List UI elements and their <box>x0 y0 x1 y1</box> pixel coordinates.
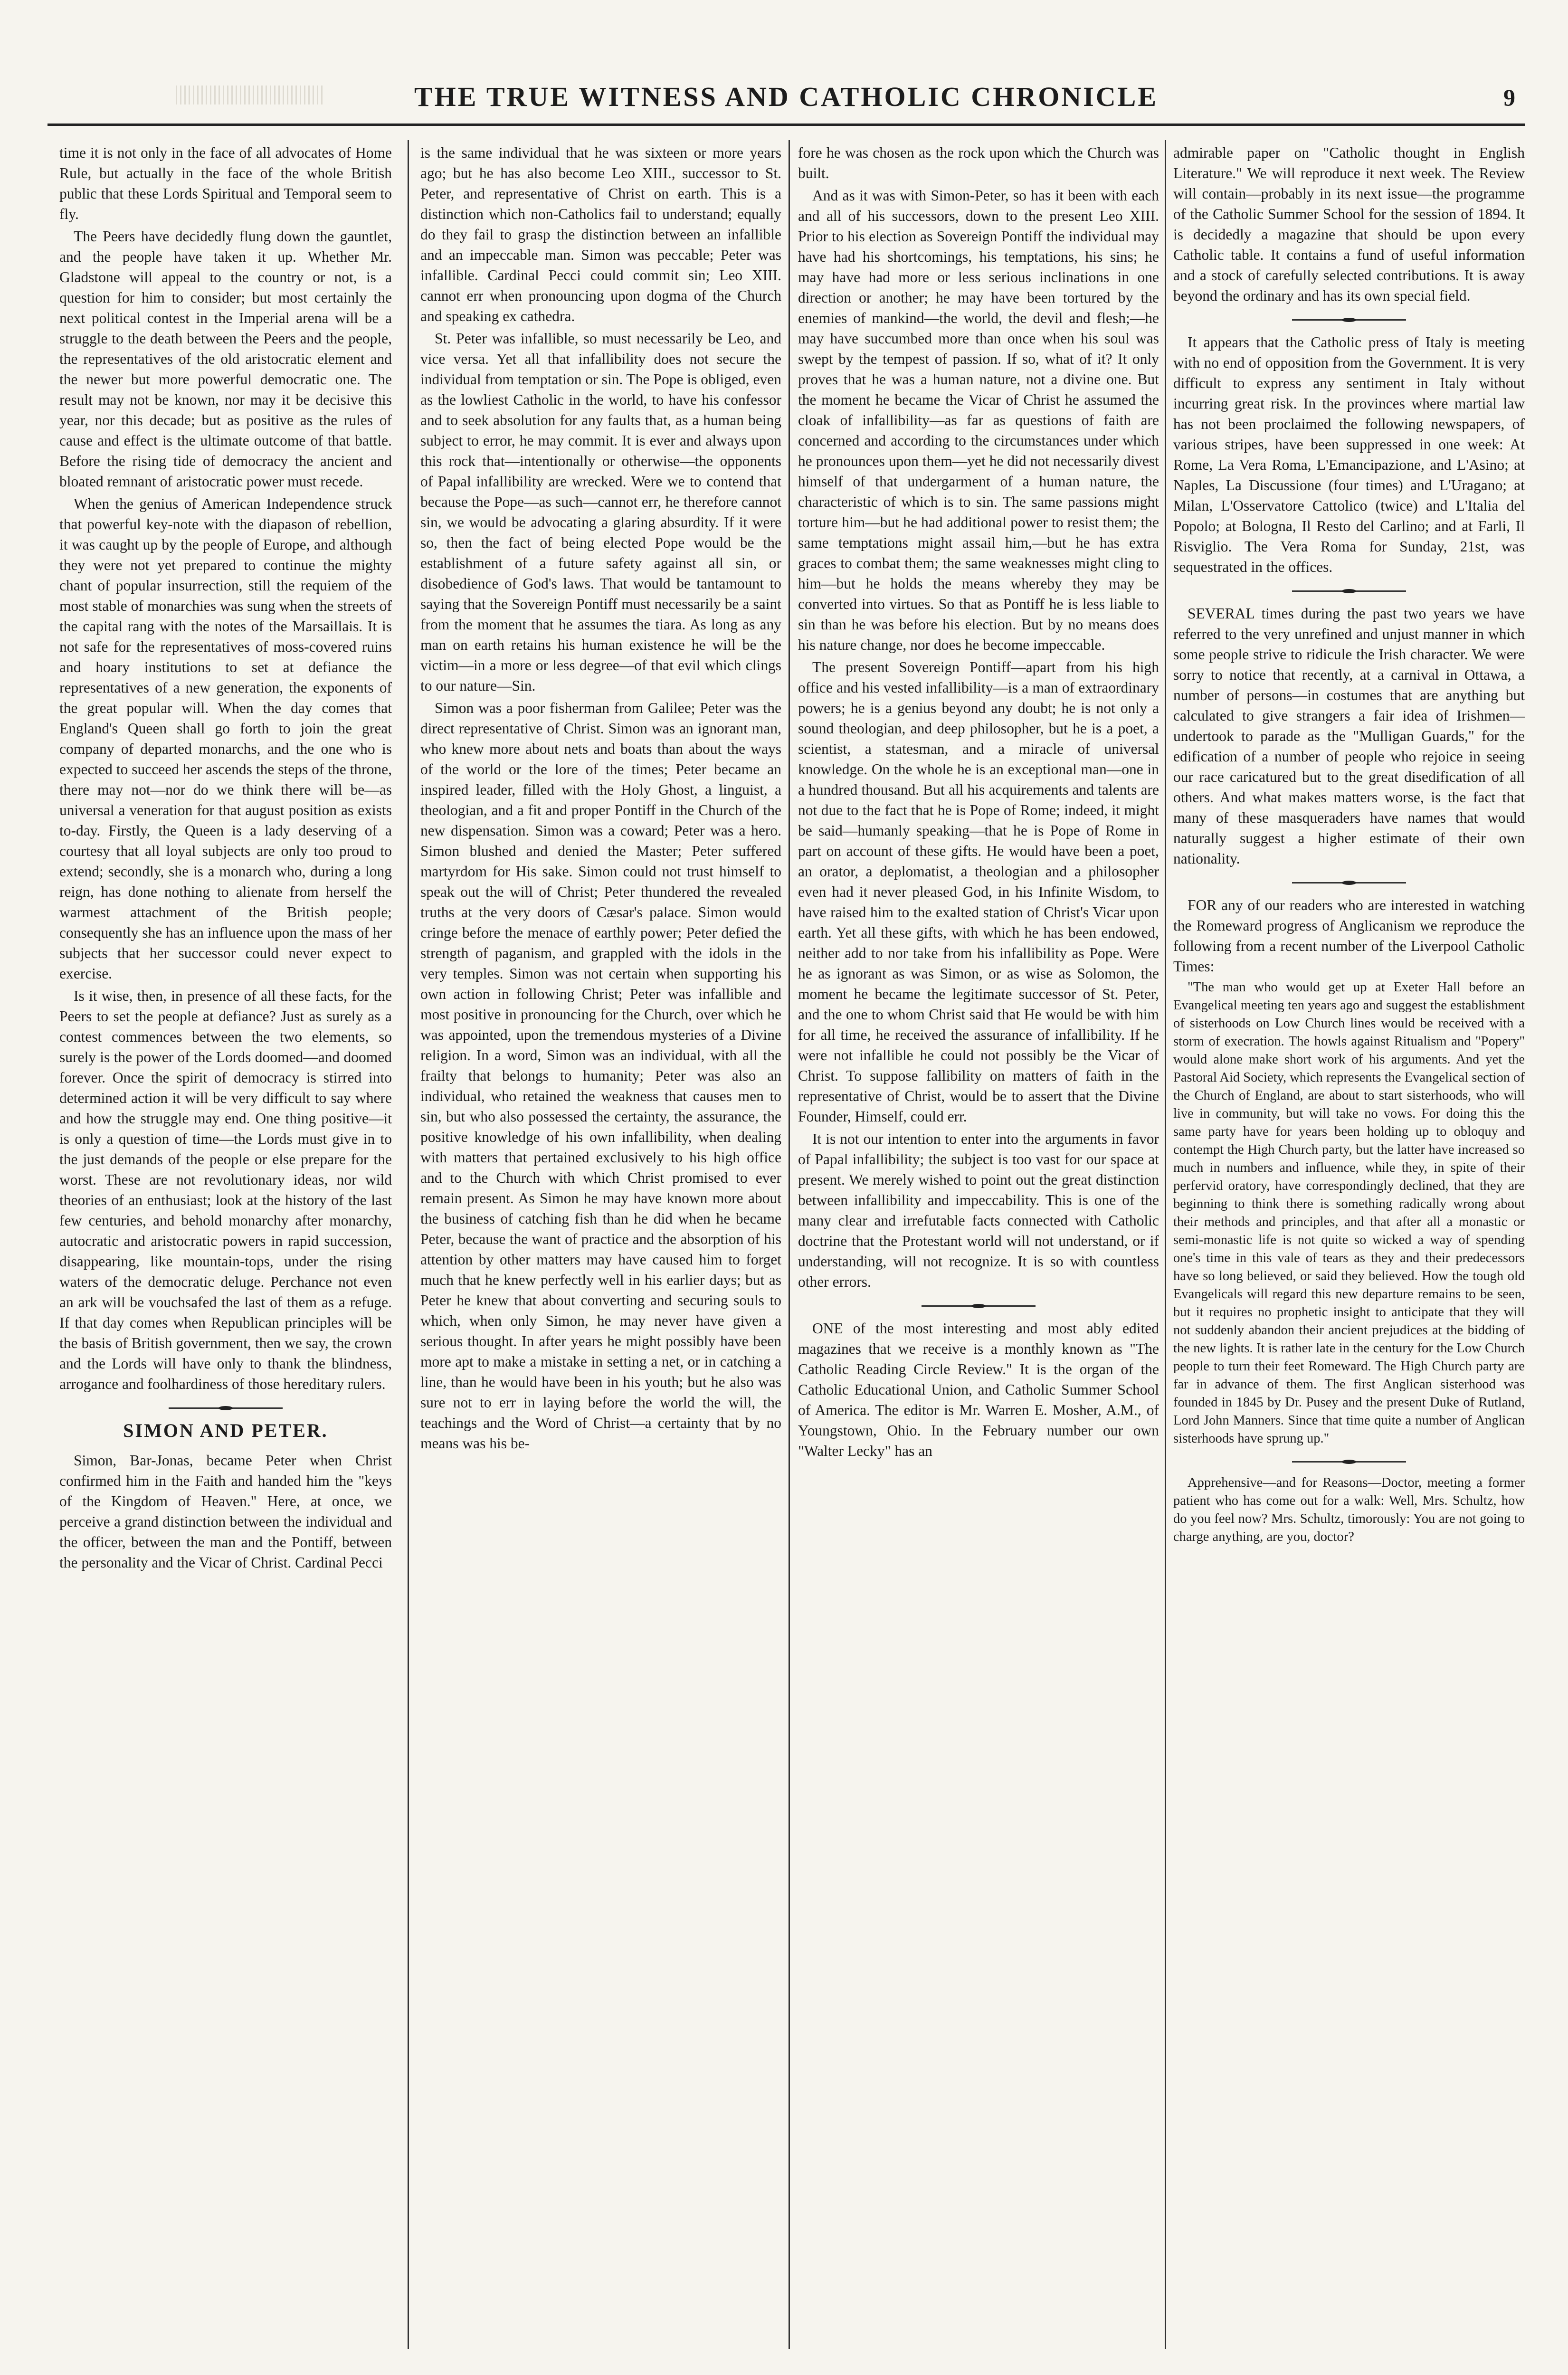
section-divider <box>1292 1461 1406 1463</box>
section-divider <box>1292 319 1406 321</box>
article-paragraph: The Peers have decidedly flung down the gauntlet, and the people have taken it up. Whether Mr. Gladstone will appeal to the country or not, is a question for him to consider; but most certainly the next political contest in the Imperial arena will be a struggle to the death between the Peers and the people, the representatives of the old aristocratic element and the newer but more powerful democratic one. The result may not be known, nor may it be decisive this year, nor this decade; but as positive as the rules of cause and effect is the ultimate outcome of that battle. Before the rising tide of democracy the ancient and bloated remnant of aristocratic power must recede. <box>59 228 392 490</box>
quoted-excerpt: "The man who would get up at Exeter Hall before an Evangelical meeting ten years ago and suggest the establishment of sisterhoods on Low Church lines would be received with a storm of execration. The howls against Ritualism and "Popery" would alone make short work of his arguments. And yet the Pastoral Aid Society, which represents the Evangelical section of the Church of England, are about to start sisterhoods, who will live in community, but will take no vows. For doing this the same party have for years been holding up to obloquy and contempt the High Church party, but the latter have increased so much in numbers and influence, while they, in spite of their perfervid oratory, have correspondingly declined, that they are beginning to think there is something radically wrong about their methods and principles, and that after all a monastic or semi-monastic life is not quite so wicked a way of spending one's time in this vale of tears as they and their predecessors have so long believed, or said they believed. How the tough old Evangelicals will regard this new departure remains to be seen, but it requires no prophetic insight to anticipate that they will not suddenly abandon their ancient prejudices at the bidding of the new lights. It is rather late in the century for the Low Church people to turn their feet Romeward. The High Church party are far in advance of them. The first Anglican sisterhood was founded in 1845 by Dr. Pusey and the present Duke of Rutland, Lord John Manners. Since that time quite a number of Anglican sisterhoods have sprung up." <box>1173 980 1525 1446</box>
page-header <box>48 81 1525 133</box>
article-paragraph: time it is not only in the face of all advocates of Home Rule, but actually in the face of the whole British public that these Lords Spiritual and Temporal seem to fly. <box>59 144 392 222</box>
column-rule <box>789 140 790 2349</box>
section-divider <box>922 1305 1036 1307</box>
section-divider <box>169 1407 283 1409</box>
article-paragraph: It appears that the Catholic press of Italy is meeting with no end of opposition from the Government. It is very difficult to express any sentiment in Italy without incurring great risk. In the provinces where martial law has not been proclaimed the following newspapers, of various stripes, have been suppressed in one week: At Rome, La Vera Roma, L'Emancipazione, and L'Asino; at Naples, La Discussione (four times) and L'Uragano; at Milan, L'Osservatore Cattolico (twice) and L'Italia del Popolo; at Bologna, Il Resto del Carlino; and at Farli, Il Risviglio. The Vera Roma for Sunday, 21st, was sequestrated in the offices. <box>1173 334 1525 575</box>
column-1 <box>59 142 392 2346</box>
article-paragraph: ONE of the most interesting and most ably edited magazines that we receive is a monthly known as "The Catholic Reading Circle Review." It is the organ of the Catholic Educational Union, and Catholic Summer School of America. The editor is Mr. Warren E. Mosher, A.M., of Youngstown, Ohio. In the February number our own "Walter Lecky" has an <box>798 1320 1159 1459</box>
article-paragraph: Apprehensive—and for Reasons—Doctor, meeting a former patient who has come out for a walk: Well, Mrs. Schultz, how do you feel now? Mrs. Schultz, timorously: You are not going to charge anything, are you, doctor? <box>1173 1475 1525 1544</box>
article-paragraph: When the genius of American Independence struck that powerful key-note with the diapason of rebellion, it was caught up by the people of Europe, and although they were not yet prepared to continue the mighty chant of popular insurrection, still the requiem of the most stable of monarchies was sung when the streets of the capital rang with the notes of the Marsaillais. It is not safe for the representatives of moss-covered ruins and hoary institutions to set at defiance the representatives of a new generation, the exponents of the great popular will. When the day comes that England's Queen shall go forth to join the great company of departed monarchs, and the one who is expected to succeed her ascends the steps of the throne, there may not—nor do we think there will be—as universal a veneration for that august position as exists to-day. Firstly, the Queen is a lady deserving of a courtesy that all loyal subjects are only too proud to extend; secondly, she is a monarch who, during a long reign, has done nothing to alienate from herself the warmest attachment of the British people; consequently she has an influence upon the mass of her subjects that her successor could never expect to exercise. <box>59 495 392 982</box>
section-divider <box>1292 882 1406 884</box>
article-paragraph: The present Sovereign Pontiff—apart from his high office and his vested infallibility—is a man of extraordinary powers; he is a genius beyond any doubt; he is not only a sound theologian, and deep philosopher, but he is a poet, a scientist, a statesman, and a miracle of universal knowledge. On the whole he is an exceptional man—one in a hundred thousand. But all his acquirements and talents are not due to the fact that he is Pope of Rome; indeed, it might be said—humanly speaking—that he is Pope of Rome in part on account of these gifts. He would have been a poet, an orator, a deplomatist, a theologian and a philosopher even had it never pleased God, in his Infinite Wisdom, to have raised him to the exalted station of Christ's Vicar upon earth. Yet all these gifts, with which he has been endowed, neither add to nor take from his infallibility as Pope. Were he as ignorant as was Simon, or as wise as Solomon, the moment he became the legitimate successor of St. Peter, and the one to whom Christ said that He would be with him for all time, he received the assurance of infallibility. If he were not infallible he could not possibly be the Vicar of Christ. To suppose fallibility on matters of faith in the representative of Christ, would be to assert that the Divine Founder, Himself, could err. <box>798 659 1159 1125</box>
article-paragraph: is the same individual that he was sixteen or more years ago; but he has also become Leo XIII., successor to St. Peter, and representative of Christ on earth. This is a distinction which non-Catholics fail to understand; equally do they fail to grasp the distinction between an infallible and an impeccable man. Simon was peccable; Peter was infallible. Cardinal Pecci could commit sin; Leo XIII. cannot err when pronouncing upon dogma of the Church and speaking ex cathedra. <box>420 144 781 324</box>
page-number: 9 <box>1503 84 1515 111</box>
article-paragraph: Is it wise, then, in presence of all these facts, for the Peers to set the people at defiance? Just as surely as a contest commences between the two elements, so surely is the power of the Lords doomed—and doomed forever. Once the spirit of democracy is stirred into determined action it will be very difficult to say where and how the struggle may end. One thing positive—it is only a question of time—the Lords must give in to the just demands of the people or else prepare for the worst. These are not revolutionary ideas, nor wild theories of an enthusiast; look at the history of the last few centuries, and behold monarchy after monarchy, autocratic and aristocratic powers in rapid succession, disappearing, like mountain-tops, under the rising waters of the democratic deluge. Perchance not even an ark will be vouchsafed the last of them as a refuge. If that day comes when Republican principles will be the basis of British government, then we say, the crown and the Lords will have only to thank the blindness, arrogance and foolhardiness of those hereditary rulers. <box>59 988 392 1392</box>
article-paragraph: It is not our intention to enter into the arguments in favor of Papal infallibility; the subject is too vast for our space at present. We merely wished to point out the great distinction between infallibility and impeccability. This is one of the many clear and irrefutable facts connected with Catholic doctrine that the Protestant world will not understand, or if understanding, will not recognize. It is so with countless other errors. <box>798 1130 1159 1290</box>
column-rule <box>1165 140 1166 2349</box>
column-3 <box>798 142 1159 2346</box>
article-paragraph: And as it was with Simon-Peter, so has it been with each and all of his successors, down to the present Leo XIII. Prior to his election as Sovereign Pontiff the individual may have had his shortcomings, his temptations, his sins; he may have had more or less serious inclinations in one direction or another; he may have been tortured by the enemies of mankind—the world, the devil and flesh;—he may have succumbed more than once when his soul was swept by the tempest of passion. If so, what of it? It only proves that he was a human nature, not a divine one. But the moment he became the Vicar of Christ he assumed the cloak of infallibility—as far as questions of faith are concerned and according to the circumstances under which he pronounces upon them—yet he did not necessarily divest himself of that undergarment of a human nature, the characteristic of which is to sin. The same passions might torture him—but he had additional power to resist them; the same temptations might assail him,—but he has extra graces to combat them; the same weaknesses might cling to him—but he holds the means whereby they may be converted into virtues. So that as Pontiff he is less liable to sin than he was before his election. But by no means does his nature change, nor does he become impeccable. <box>798 187 1159 653</box>
article-paragraph: Simon, Bar-Jonas, became Peter when Christ confirmed him in the Faith and handed him the "keys of the Kingdom of Heaven." Here, at once, we perceive a grand distinction between the individual and the officer, between the man and the Pontiff, between the personality and the Vicar of Christ. Cardinal Pecci <box>59 1452 392 1571</box>
article-headline: SIMON AND PETER. <box>123 1420 328 1441</box>
column-4 <box>1173 142 1525 2346</box>
article-paragraph: SEVERAL times during the past two years we have referred to the very unrefined and unjust manner in which some people strive to ridicule the Irish character. We were sorry to notice that recently, at a carnival in Ottawa, a number of persons—in costumes that are anything but calculated to give strangers a fair idea of Irishmen—undertook to parade as the "Mulligan Guards," for the edification of a number of people who rejoice in seeing our race caricatured but to the great disedification of all others. And what makes matters worse, is the fact that many of these masqueraders have names that would naturally suggest a higher estimate of their own nationality. <box>1173 605 1525 867</box>
column-rule <box>408 140 409 2349</box>
header-rule <box>48 124 1525 126</box>
article-paragraph: fore he was chosen as the rock upon which the Church was built. <box>798 144 1159 181</box>
column-2 <box>420 142 781 2346</box>
article-paragraph: FOR any of our readers who are interested in watching the Romeward progress of Anglicanism we reproduce the following from a recent number of the Liverpool Catholic Times: <box>1173 897 1525 975</box>
section-divider <box>1292 590 1406 592</box>
article-paragraph: St. Peter was infallible, so must necessarily be Leo, and vice versa. Yet all that infallibility does not secure the individual from temptation or sin. The Pope is obliged, even as the lowliest Catholic in the world, to have his confessor and to seek absolution for any faults that, as a human being subject to error, he may commit. It is ever and always upon this rock that—intentionally or otherwise—the opponents of Papal infallibility are wrecked. Were we to contend that because the Pope—as such—cannot err, he therefore cannot sin, we would be advocating a glaring absurdity. If it were so, then the fact of being elected Pope would be the establishment of a future safety against all sin, or disobedience of God's laws. That would be tantamount to saying that the Sovereign Pontiff must necessarily be a saint from the moment that he assumes the tiara. As long as any man on earth retains his human existence he will be the victim—in a more or less degree—of that evil which clings to our nature—Sin. <box>420 330 781 694</box>
newspaper-title: THE TRUE WITNESS AND CATHOLIC CHRONICLE <box>414 81 1159 112</box>
article-paragraph: Simon was a poor fisherman from Galilee; Peter was the direct representative of Christ. Simon was an ignorant man, who knew more about nets and boats than about the ways of the world or the lore of the times; Peter became an inspired leader, filled with the Holy Ghost, a linguist, a theologian, and a fit and proper Pontiff in the Church of the new dispensation. Simon was a coward; Peter was a hero. Simon blushed and denied the Master; Peter suffered martyrdom for His sake. Simon could not trust himself to speak out the will of Christ; Peter thundered the revealed truths at the very doors of Cæsar's palace. Simon would cringe before the menace of earthly power; Peter defied the strength of paganism, and grappled with the idols in the very temples. Simon was not certain when supporting his own action in following Christ; Peter was infallible and most positive in pronouncing for the Church, over which he was appointed, upon the tremendous mysteries of a Divine religion. In a word, Simon was an individual, with all the frailty that belongs to humanity; Peter was also an individual, who retained the weakness that causes men to sin, but who also possessed the certainty, the assurance, the positive knowledge of his own infallibility, when dealing with matters that pertained exclusively to his high office and to the Church with which Christ promised to ever remain present. As Simon he may have known more about the business of catching fish than he did when he became Peter, because the want of practice and the absorption of his attention by other matters may have caused him to forget much that he knew perfectly well in his earlier days; but as Peter he knew that about converting and securing souls to which, when only Simon, he may never have given a serious thought. In after years he might possibly have been more apt to make a mistake in setting a net, or in catching a line, than he would have been in his youth; but he also was sure not to err in laying before the world the will, the teachings and the Word of Christ—a certainty that by no means was his be- <box>420 700 781 1452</box>
article-paragraph: admirable paper on "Catholic thought in English Literature." We will reproduce it next week. The Review will contain—probably in its next issue—the programme of the Catholic Summer School for the session of 1894. It is decidedly a magazine that should be upon every Catholic table. It contains a fund of useful information and a stock of carefully selected contributions. It is away beyond the ordinary and has its own special field. <box>1173 144 1525 304</box>
